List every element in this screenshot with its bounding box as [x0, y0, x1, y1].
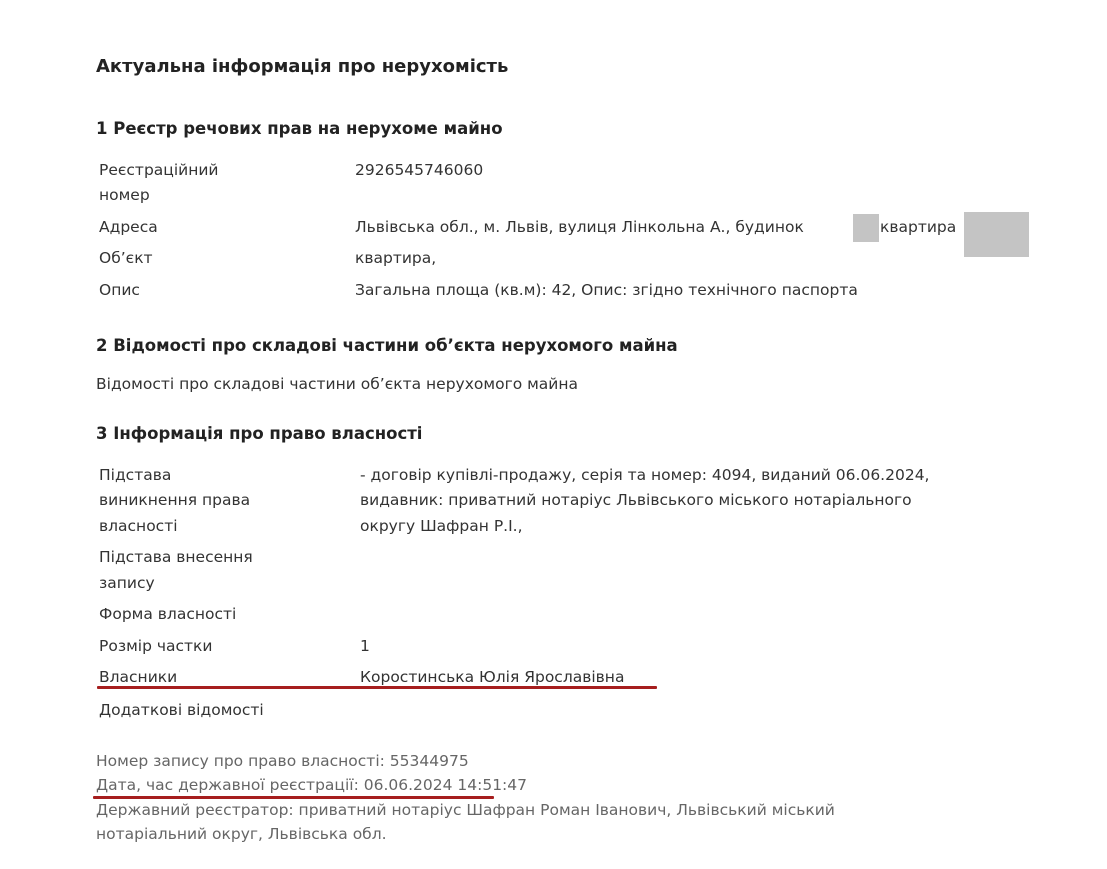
- basis-label-line2: виникнення права: [99, 491, 251, 509]
- registrar-line1: Державний реєстратор: приватний нотаріус Шафран Роман Іванович, Львівський міський: [96, 801, 835, 819]
- ownership-form-label: Форма власності: [99, 605, 237, 623]
- basis-value-line3: округу Шафран Р.І.,: [360, 517, 523, 535]
- address-value-part1: Львівська обл., м. Львів, вулиця Лінкольна А., будинок: [355, 218, 804, 236]
- basis-label-line1: Підстава: [99, 466, 172, 484]
- page-title: Актуальна інформація про нерухомість: [96, 56, 509, 77]
- share-size-value: 1: [360, 637, 370, 655]
- redaction-block-house: [853, 214, 879, 242]
- reg-number-value: 2926545746060: [355, 161, 484, 179]
- section3-heading: 3 Інформація про право власності: [96, 424, 423, 443]
- address-value-part2: квартира: [880, 218, 957, 236]
- description-value: Загальна площа (кв.м): 42, Опис: згідно технічного паспорта: [355, 281, 858, 299]
- reg-number-label-line1: Реєстраційний: [99, 161, 219, 179]
- record-number: Номер запису про право власності: 55344975: [96, 752, 469, 770]
- owners-value: Коростинська Юлія Ярославівна: [360, 668, 625, 686]
- section2-text: Відомості про складові частини об’єкта нерухомого майна: [96, 375, 579, 393]
- object-label: Об’єкт: [99, 249, 153, 267]
- registration-datetime: Дата, час державної реєстрації: 06.06.2024 14:51:47: [96, 776, 528, 794]
- basis-value-line1: - договір купівлі-продажу, серія та номер: 4094, виданий 06.06.2024,: [360, 466, 930, 484]
- object-value: квартира,: [355, 249, 437, 267]
- basis-label-line3: власності: [99, 517, 178, 535]
- basis-value-line2: видавник: приватний нотаріус Львівського міського нотаріального: [360, 491, 912, 509]
- share-size-label: Розмір частки: [99, 637, 213, 655]
- section1-heading: 1 Реєстр речових прав на нерухоме майно: [96, 119, 503, 138]
- description-label: Опис: [99, 281, 140, 299]
- redaction-block-apartment: [964, 212, 1029, 257]
- section2-heading: 2 Відомості про складові частини об’єкта нерухомого майна: [96, 336, 678, 355]
- registrar-line2: нотаріальний округ, Львівська обл.: [96, 825, 387, 843]
- owners-label: Власники: [99, 668, 178, 686]
- address-label: Адреса: [99, 218, 158, 236]
- owners-underline: [97, 686, 657, 689]
- entry-basis-label-line1: Підстава внесення: [99, 548, 253, 566]
- entry-basis-label-line2: запису: [99, 574, 155, 592]
- additional-info-label: Додаткові відомості: [99, 701, 264, 719]
- reg-number-label-line2: номер: [99, 186, 150, 204]
